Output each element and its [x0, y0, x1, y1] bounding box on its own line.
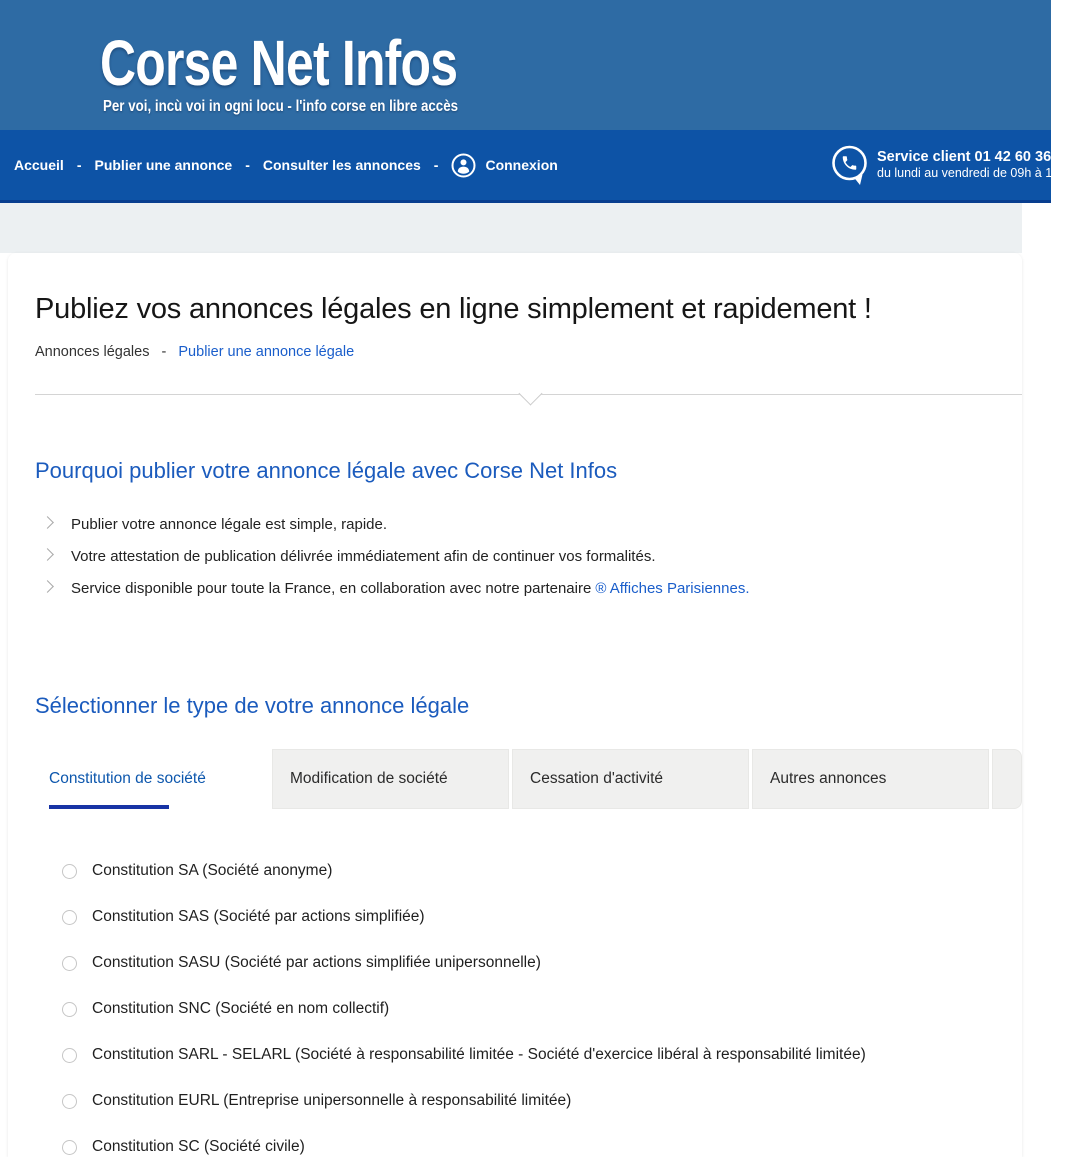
tab-label: Modification de société — [290, 770, 448, 787]
site-logo-title: Corse Net Infos — [100, 27, 458, 99]
option-label: Constitution SC (Société civile) — [92, 1138, 305, 1155]
tab-cessation-activite[interactable] — [512, 749, 749, 809]
service-client-block — [830, 130, 1071, 200]
user-icon — [451, 153, 476, 178]
breadcrumb — [35, 344, 995, 360]
service-client-text — [877, 148, 1071, 182]
site-logo[interactable] — [100, 27, 558, 116]
option-label: Constitution EURL (Entreprise unipersonnelle à responsabilité limitée) — [92, 1092, 572, 1109]
breadcrumb-current-link[interactable]: Publier une annonce légale — [178, 344, 355, 360]
radio-constitution-sa[interactable] — [62, 864, 77, 879]
list-item — [43, 548, 995, 565]
tab-modification-de-societe[interactable] — [272, 749, 509, 809]
tab-autres-annonces[interactable] — [752, 749, 989, 809]
phone-bubble-icon — [830, 144, 870, 186]
list-item[interactable] — [62, 907, 995, 927]
list-item — [43, 516, 995, 533]
tab-label: Autres annonces — [770, 770, 887, 787]
main-content-card — [8, 253, 1022, 1157]
option-label: Constitution SA (Société anonyme) — [92, 862, 333, 879]
nav-item-consulter-annonces[interactable]: Consulter les annonces — [262, 157, 421, 173]
nav-separator: - — [433, 157, 439, 173]
list-item[interactable] — [62, 1137, 995, 1157]
page-background-band — [0, 203, 1022, 253]
radio-constitution-eurl[interactable] — [62, 1094, 77, 1109]
list-item[interactable] — [62, 953, 995, 973]
type-section-heading: Sélectionner le type de votre annonce légale — [35, 693, 470, 718]
tab-label: Constitution de société — [49, 770, 206, 787]
constitution-options-list — [62, 861, 995, 1157]
site-logo-tagline: Per voi, incù voi in ogni locu - l'info corse en libre accès — [103, 98, 459, 116]
nav-item-publier-annonce[interactable]: Publier une annonce — [94, 157, 233, 173]
nav-item-connexion[interactable] — [451, 153, 557, 178]
list-item[interactable] — [62, 999, 995, 1019]
bullet-text: Publier votre annonce légale est simple, rapide. — [71, 516, 388, 533]
list-item[interactable] — [62, 1045, 995, 1065]
nav-links — [14, 130, 558, 200]
list-item — [43, 580, 995, 597]
nav-item-accueil[interactable]: Accueil — [14, 157, 64, 173]
tab-constitution-de-societe[interactable] — [35, 749, 269, 809]
affiches-parisiennes-link[interactable]: ® Affiches Parisiennes. — [595, 580, 750, 597]
breadcrumb-parent: Annonces légales — [35, 344, 150, 360]
page-title: Publiez vos annonces légales en ligne simplement et rapidement ! — [35, 293, 872, 325]
annonce-type-tabs — [35, 749, 1022, 809]
option-label: Constitution SNC (Société en nom collectif) — [92, 1000, 390, 1017]
breadcrumb-separator: - — [161, 344, 167, 360]
header-top-band — [0, 0, 1051, 130]
divider-chevron-notch — [518, 381, 542, 405]
tab-overflow-stub — [992, 749, 1022, 809]
bullet-text: Votre attestation de publication délivrée immédiatement afin de continuer vos formalités. — [71, 548, 656, 565]
chevron-right-icon — [41, 580, 54, 593]
list-item[interactable] — [62, 861, 995, 881]
chevron-right-icon — [41, 516, 54, 529]
option-label: Constitution SASU (Société par actions simplifiée unipersonnelle) — [92, 954, 541, 971]
list-item[interactable] — [62, 1091, 995, 1111]
main-navigation — [0, 130, 1071, 203]
nav-separator: - — [245, 157, 250, 173]
service-client-hours: du lundi au vendredi de 09h à 18h — [877, 166, 1067, 181]
radio-constitution-sasu[interactable] — [62, 956, 77, 971]
chevron-right-icon — [41, 548, 54, 561]
radio-constitution-sc[interactable] — [62, 1140, 77, 1155]
bullet-text: Service disponible pour toute la France, en collaboration avec notre partenaire ® Affiches Parisiennes. — [71, 580, 750, 597]
active-tab-underline — [49, 805, 169, 809]
radio-constitution-snc[interactable] — [62, 1002, 77, 1017]
option-label: Constitution SARL - SELARL (Société à responsabilité limitée - Société d'exercice libéral à responsabilité limitée) — [92, 1046, 866, 1063]
nav-separator: - — [76, 157, 82, 173]
why-section-heading: Pourquoi publier votre annonce légale avec Corse Net Infos — [35, 458, 618, 483]
why-bullet-list — [43, 516, 995, 597]
section-divider — [35, 394, 1022, 412]
service-client-phone: Service client 01 42 60 36 78 — [877, 149, 1071, 166]
nav-connexion-label: Connexion — [485, 157, 558, 173]
option-label: Constitution SAS (Société par actions simplifiée) — [92, 908, 425, 925]
tab-label: Cessation d'activité — [530, 770, 664, 787]
radio-constitution-sas[interactable] — [62, 910, 77, 925]
radio-constitution-sarl-selarl[interactable] — [62, 1048, 77, 1063]
